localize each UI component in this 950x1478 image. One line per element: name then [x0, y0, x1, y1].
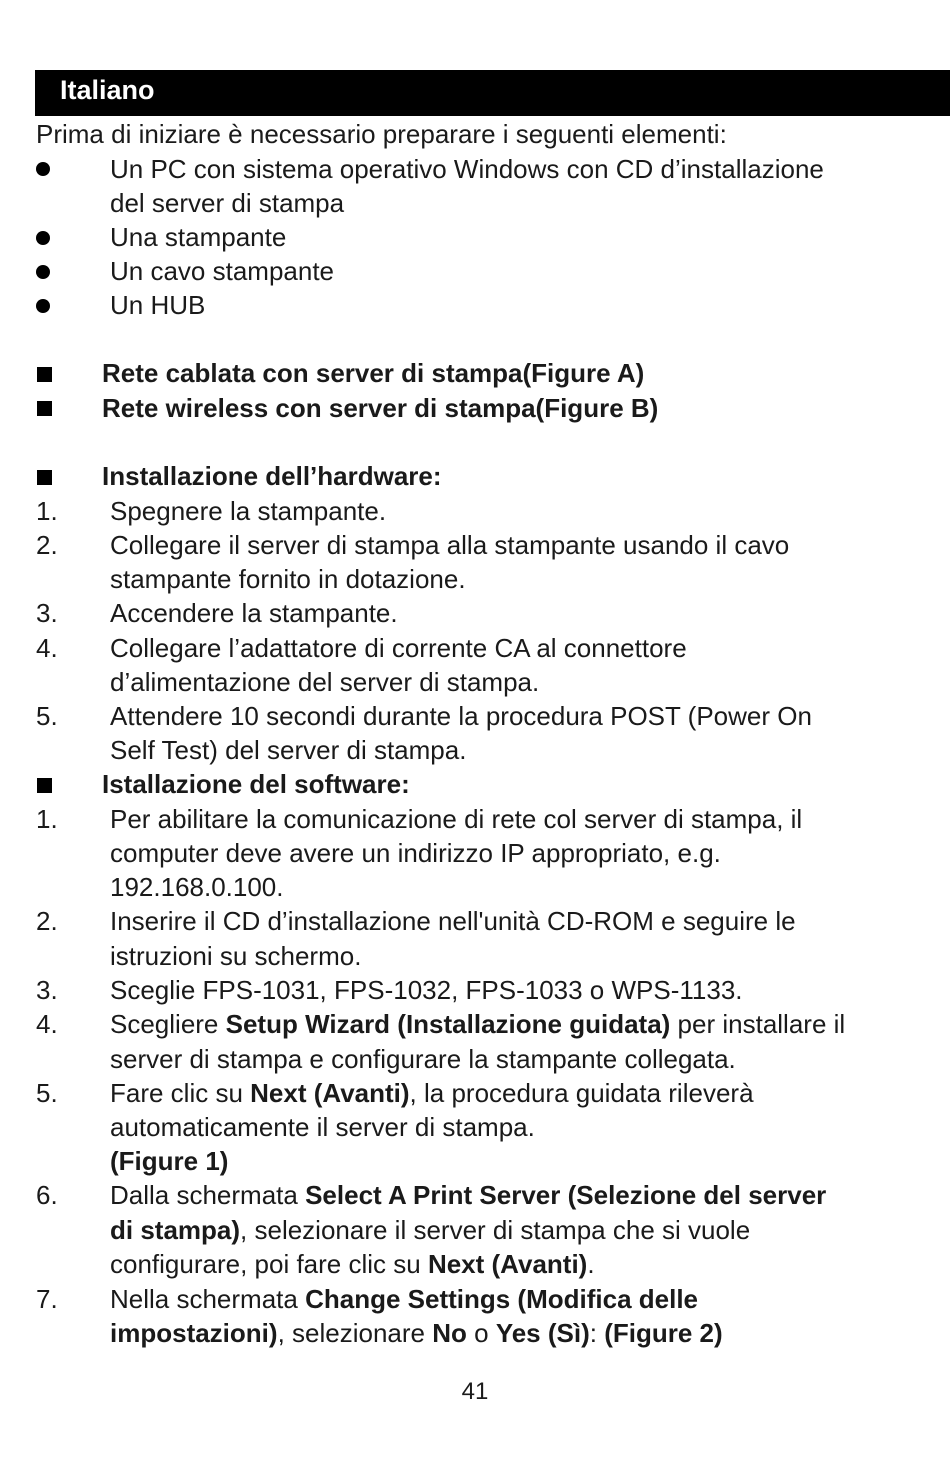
step-number: 4.	[36, 1009, 58, 1039]
hardware-step-cont: Self Test) del server di stampa.	[110, 735, 467, 765]
hardware-step: Collegare l’adattatore di corrente CA al connettore	[110, 633, 687, 663]
step-number: 3.	[36, 598, 58, 628]
hardware-step: Spegnere la stampante.	[110, 496, 387, 526]
software-step-cont: di stampa), selezionare il server di stampa che si vuole	[110, 1215, 751, 1245]
software-step: Inserire il CD d’installazione nell'unità CD-ROM e seguire le	[110, 906, 796, 936]
requirement-item: Un HUB	[110, 290, 206, 320]
software-step: Fare clic su Next (Avanti), la procedura guidata rileverà	[110, 1078, 754, 1108]
requirement-item: Una stampante	[110, 222, 287, 252]
step-number: 7.	[36, 1284, 58, 1314]
software-step: Dalla schermata Select A Print Server (Selezione del server	[110, 1180, 827, 1210]
bullet-dot-icon	[36, 265, 50, 279]
change-settings-label: Change Settings (Modifica delle	[305, 1284, 699, 1314]
hardware-step: Collegare il server di stampa alla stampante usando il cavo	[110, 530, 790, 560]
step-number: 3.	[36, 975, 58, 1005]
select-print-server-label: Select A Print Server (Selezione del server	[305, 1180, 827, 1210]
hardware-heading: Installazione dell’hardware:	[102, 461, 442, 491]
bullet-dot-icon	[36, 162, 50, 176]
requirement-item-cont: del server di stampa	[110, 188, 345, 218]
bullet-square-icon	[37, 470, 52, 485]
software-step: Nella schermata Change Settings (Modifica delle	[110, 1284, 699, 1314]
hardware-step-cont: d’alimentazione del server di stampa.	[110, 667, 540, 697]
step-number: 4.	[36, 633, 58, 663]
software-step: Per abilitare la comunicazione di rete col server di stampa, il	[110, 804, 803, 834]
figure-ref: (Figure 1)	[110, 1146, 229, 1176]
step-number: 5.	[36, 701, 58, 731]
software-step-cont: istruzioni su schermo.	[110, 941, 362, 971]
bullet-square-icon	[37, 401, 52, 416]
hardware-step: Attendere 10 secondi durante la procedura POST (Power On	[110, 701, 812, 731]
software-step-cont: computer deve avere un indirizzo IP appropriato, e.g.	[110, 838, 721, 868]
step-number: 2.	[36, 530, 58, 560]
network-mode-item: Rete cablata con server di stampa(Figure A)	[102, 358, 645, 388]
hardware-step: Accendere la stampante.	[110, 598, 398, 628]
bullet-square-icon	[37, 778, 52, 793]
step-number: 1.	[36, 496, 58, 526]
next-label: Next (Avanti)	[427, 1249, 588, 1279]
software-step-cont: 192.168.0.100.	[110, 872, 284, 902]
intro-text: Prima di iniziare è necessario preparare i seguenti elementi:	[36, 119, 727, 149]
software-step-cont: configurare, poi fare clic su Next (Avanti).	[110, 1249, 595, 1279]
bullet-dot-icon	[36, 299, 50, 313]
step-number: 5.	[36, 1078, 58, 1108]
software-step-cont: impostazioni), selezionare No o Yes (Sì): (Figure 2)	[110, 1318, 723, 1348]
setup-wizard-label: Setup Wizard (Installazione guidata)	[225, 1009, 671, 1039]
software-step: Scegliere Setup Wizard (Installazione guidata) per installare il	[110, 1009, 846, 1039]
bullet-square-icon	[37, 367, 52, 382]
section-title: Italiano	[60, 75, 155, 105]
step-number: 2.	[36, 906, 58, 936]
software-step-cont: server di stampa e configurare la stampante collegata.	[110, 1044, 736, 1074]
step-number: 6.	[36, 1180, 58, 1210]
bullet-dot-icon	[36, 231, 50, 245]
network-mode-item: Rete wireless con server di stampa(Figure B)	[102, 393, 659, 423]
hardware-step-cont: stampante fornito in dotazione.	[110, 564, 466, 594]
requirement-item: Un cavo stampante	[110, 256, 335, 286]
step-number: 1.	[36, 804, 58, 834]
requirement-item: Un PC con sistema operativo Windows con CD d’installazione	[110, 154, 824, 184]
section-header-bar	[35, 70, 950, 116]
software-step-cont: automaticamente il server di stampa.	[110, 1112, 535, 1142]
software-step: Sceglie FPS-1031, FPS-1032, FPS-1033 o WPS-1133.	[110, 975, 743, 1005]
software-heading: Istallazione del software:	[102, 769, 410, 799]
next-label: Next (Avanti)	[250, 1078, 410, 1108]
page-number: 41	[461, 1378, 489, 1405]
